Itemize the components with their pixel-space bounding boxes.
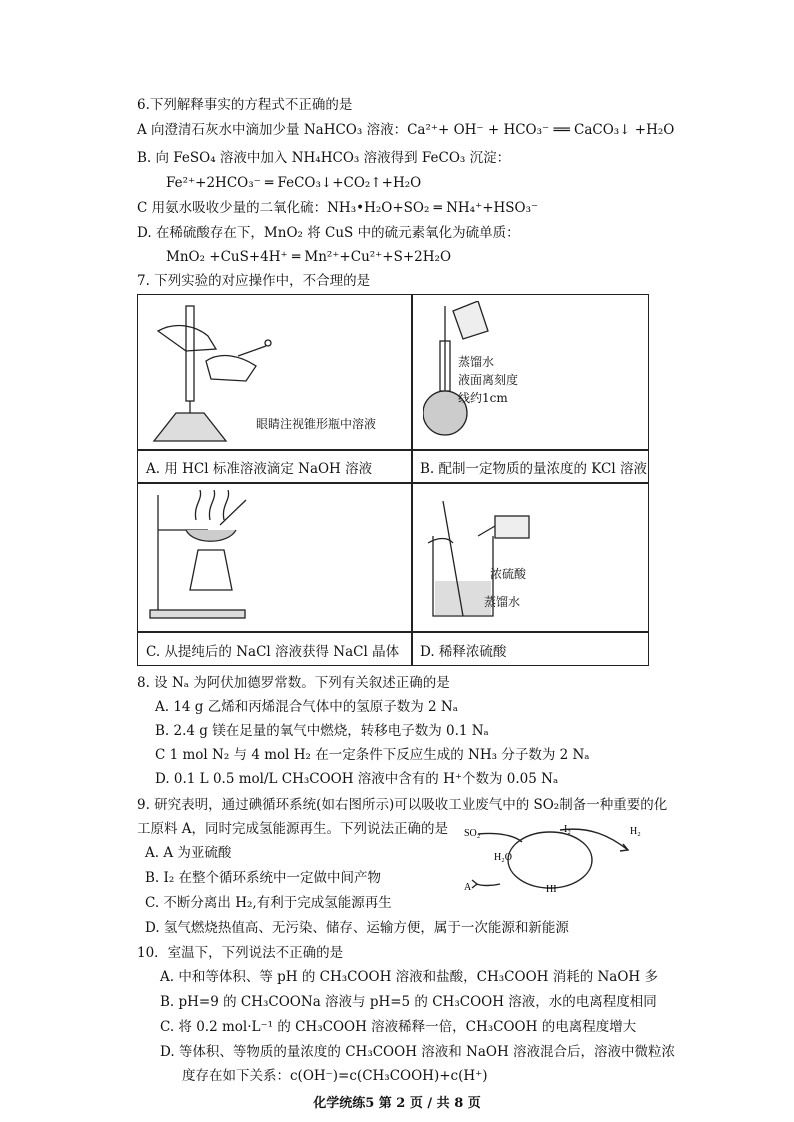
q7-table bbox=[137, 294, 649, 666]
q6-option-b-eq: Fe²⁺+2HCO₃⁻ ═ FeCO₃↓+CO₂↑+H₂O bbox=[166, 175, 422, 191]
q9-option-d: D. 氢气燃烧热值高、无污染、储存、运输方便，属于一次能源和新能源 bbox=[145, 920, 569, 936]
q6-stem: 6.下列解释事实的方程式不正确的是 bbox=[137, 97, 353, 113]
q8-option-a: A. 14 g 乙烯和丙烯混合气体中的氢原子数为 2 Nₐ bbox=[155, 699, 458, 715]
q7-a-note: 眼睛注视锥形瓶中溶液 bbox=[256, 417, 377, 431]
q10-stem: 10．室温下，下列说法不正确的是 bbox=[137, 945, 344, 961]
q6-option-b: B. 向 FeSO₄ 溶液中加入 NH₄HCO₃ 溶液得到 FeCO₃ 沉淀： bbox=[137, 150, 511, 166]
page-footer: 化学统练5 第 2 页 / 共 8 页 bbox=[313, 1096, 481, 1111]
q8-option-b: B. 2.4 g 镁在足量的氧气中燃烧，转移电子数为 0.1 Nₐ bbox=[155, 723, 489, 739]
q9-stem-2: 工原料 A，同时完成氢能源再生。下列说法正确的是 bbox=[137, 821, 449, 837]
q7-b-note-1cm: 线约1cm bbox=[458, 391, 508, 405]
q8-option-c: C 1 mol N₂ 与 4 mol H₂ 在一定条件下反应生成的 NH₃ 分子数为 2 Nₐ bbox=[155, 747, 590, 763]
q7-stem: 7. 下列实验的对应操作中，不合理的是 bbox=[137, 273, 371, 289]
q10-option-c: C. 将 0.2 mol·L⁻¹ 的 CH₃COOH 溶液稀释一倍，CH₃COOH 的电离程度增大 bbox=[160, 1019, 637, 1035]
q9-option-c: C. 不断分离出 H₂,有利于完成氢能源再生 bbox=[145, 895, 392, 911]
iodine-cycle-diagram bbox=[460, 822, 660, 897]
q7-caption-d: D. 稀释浓硫酸 bbox=[420, 644, 507, 660]
q7-caption-b: B. 配制一定物质的量浓度的 KCl 溶液 bbox=[420, 461, 647, 477]
q9-option-b: B. I₂ 在整个循环系统中一定做中间产物 bbox=[145, 870, 382, 886]
q7-b-note-water: 蒸馏水 bbox=[458, 355, 495, 369]
q7-d-note-acid: 浓硫酸 bbox=[490, 567, 527, 581]
diagram-h2o: H₂O bbox=[494, 852, 512, 863]
q7-b-note-level: 液面离刻度 bbox=[458, 373, 519, 387]
q8-option-d: D. 0.1 L 0.5 mol/L CH₃COOH 溶液中含有的 H⁺个数为 0.05 Nₐ bbox=[155, 771, 559, 787]
q8-stem: 8. 设 Nₐ 为阿伏加德罗常数。下列有关叙述正确的是 bbox=[137, 675, 450, 691]
q10-option-d-cont: 度存在如下关系：c(OH⁻)=c(CH₃COOH)+c(H⁺) bbox=[182, 1068, 488, 1084]
q7-caption-a: A. 用 HCl 标准溶液滴定 NaOH 溶液 bbox=[146, 461, 373, 477]
q7-d-note-water: 蒸馏水 bbox=[484, 595, 521, 609]
diagram-a: A bbox=[464, 882, 472, 893]
q9-stem-1: 9. 研究表明，通过碘循环系统(如右图所示)可以吸收工业废气中的 SO₂制备一种重要的化 bbox=[137, 797, 668, 813]
q6-option-a: A 向澄清石灰水中滴加少量 NaHCO₃ 溶液：Ca²⁺+ OH⁻ + HCO₃⁻ ══ CaCO₃↓ +H₂O bbox=[137, 122, 675, 138]
evaporation-illustration bbox=[148, 490, 288, 625]
q10-option-b: B. pH=9 的 CH₃COONa 溶液与 pH=5 的 CH₃COOH 溶液，水的电离程度相同 bbox=[160, 994, 657, 1010]
diagram-i2: I₂ bbox=[564, 824, 571, 835]
q9-option-a: A. A 为亚硫酸 bbox=[145, 845, 232, 861]
diagram-so2: SO₂ bbox=[464, 828, 481, 839]
diagram-hi: HI bbox=[546, 884, 557, 895]
q6-option-c: C 用氨水吸收少量的二氧化硫：NH₃•H₂O+SO₂ ═ NH₄⁺+HSO₃⁻ bbox=[137, 200, 539, 216]
q10-option-d: D. 等体积、等物质的量浓度的 CH₃COOH 溶液和 NaOH 溶液混合后，溶液中微粒浓 bbox=[160, 1044, 676, 1060]
q6-option-d: D. 在稀硫酸存在下，MnO₂ 将 CuS 中的硫元素氧化为硫单质： bbox=[137, 225, 520, 241]
q10-option-a: A. 中和等体积、等 pH 的 CH₃COOH 溶液和盐酸，CH₃COOH 消耗的 NaOH 多 bbox=[160, 969, 658, 985]
q6-option-d-eq: MnO₂ +CuS+4H⁺ ═ Mn²⁺+Cu²⁺+S+2H₂O bbox=[166, 249, 452, 265]
q7-caption-c: C. 从提纯后的 NaCl 溶液获得 NaCl 晶体 bbox=[146, 644, 400, 660]
diagram-h2: H₂ bbox=[630, 826, 641, 837]
